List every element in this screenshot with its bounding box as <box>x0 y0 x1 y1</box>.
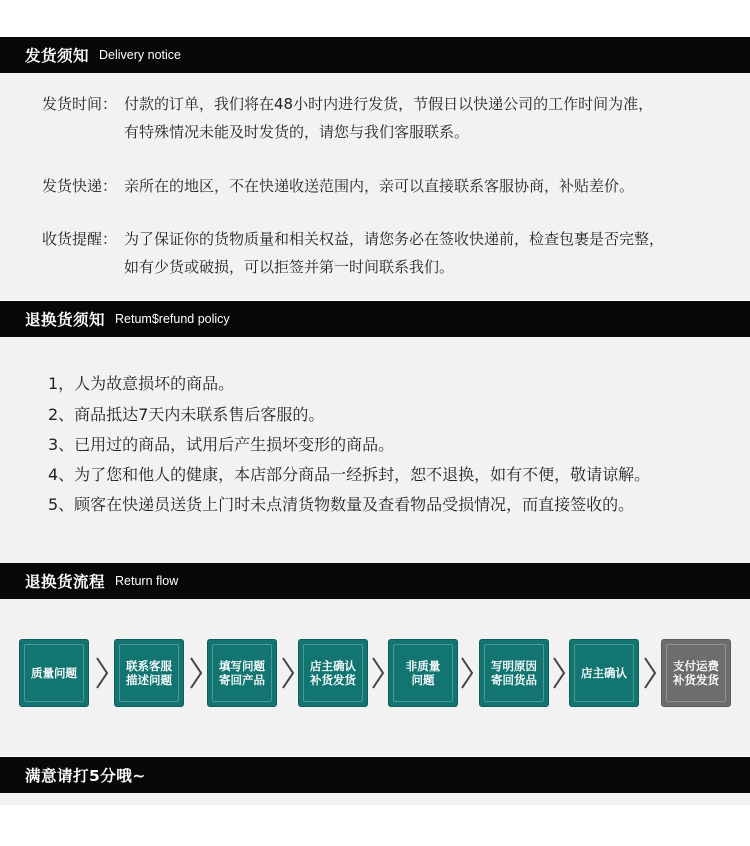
footer-panel <box>0 793 750 805</box>
delivery-notice-title: 发货须知 <box>25 47 90 65</box>
delivery-time-label: 发货时间： <box>42 95 118 113</box>
receipt-reminder-text: 如有少货或破损，可以拒签并第一时间联系我们。 <box>124 258 455 276</box>
receipt-reminder-text: 为了保证你的货物质量和相关权益，请您务必在签收快递前，检查包裹是否完整， <box>124 230 665 248</box>
receipt-reminder-label: 收货提醒： <box>42 230 118 248</box>
chevron-right-icon <box>281 656 295 690</box>
delivery-time-text: 有特殊情况未能及时发货的，请您与我们客服联系。 <box>124 123 470 141</box>
flow-step-pay-shipping: 支付运费 补货发货 <box>661 639 731 707</box>
return-flow-header <box>0 563 750 599</box>
delivery-notice-header <box>0 37 750 73</box>
flow-step-state-reason: 写明原因 寄回货品 <box>479 639 549 707</box>
policy-list-item: 2、商品抵达7天内未联系售后客服的。 <box>48 405 325 424</box>
flow-step-contact-service: 联系客服 描述问题 <box>114 639 184 707</box>
flow-step-owner-confirm-reship: 店主确认 补货发货 <box>298 639 368 707</box>
policy-list-item: 3、已用过的商品，试用后产生损坏变形的商品。 <box>48 435 395 454</box>
delivery-courier-text: 亲所在的地区，不在快递收送范围内，亲可以直接联系客服协商，补贴差价。 <box>124 177 635 195</box>
chevron-right-icon <box>95 656 109 690</box>
chevron-right-icon <box>552 656 566 690</box>
chevron-right-icon <box>643 656 657 690</box>
return-policy-subtitle: Retum$refund policy <box>115 312 230 326</box>
flow-step-non-quality-issue: 非质量 问题 <box>388 639 458 707</box>
rating-request-header <box>0 757 750 793</box>
return-flow-title: 退换货流程 <box>25 573 106 591</box>
delivery-courier-label: 发货快递： <box>42 177 118 195</box>
delivery-time-text: 付款的订单，我们将在48小时内进行发货，节假日以快递公司的工作时间为准， <box>124 95 654 113</box>
return-flow-subtitle: Return flow <box>115 574 179 588</box>
return-policy-title: 退换货须知 <box>25 311 106 329</box>
chevron-right-icon <box>460 656 474 690</box>
return-policy-header <box>0 301 750 337</box>
rating-request-title: 满意请打5分哦~ <box>25 767 146 785</box>
chevron-right-icon <box>371 656 385 690</box>
flow-step-owner-confirm: 店主确认 <box>569 639 639 707</box>
policy-list-item: 1，人为故意损坏的商品。 <box>48 374 235 393</box>
policy-list-item: 5、顾客在快递员送货上门时未点清货物数量及查看物品受损情况，而直接签收的。 <box>48 495 635 514</box>
flow-step-return-product: 填写问题 寄回产品 <box>207 639 277 707</box>
flow-step-quality-issue: 质量问题 <box>19 639 89 707</box>
chevron-right-icon <box>189 656 203 690</box>
delivery-notice-subtitle: Delivery notice <box>99 48 181 62</box>
policy-list-item: 4、为了您和他人的健康，本店部分商品一经拆封，恕不退换，如有不便，敬请谅解。 <box>48 465 651 484</box>
